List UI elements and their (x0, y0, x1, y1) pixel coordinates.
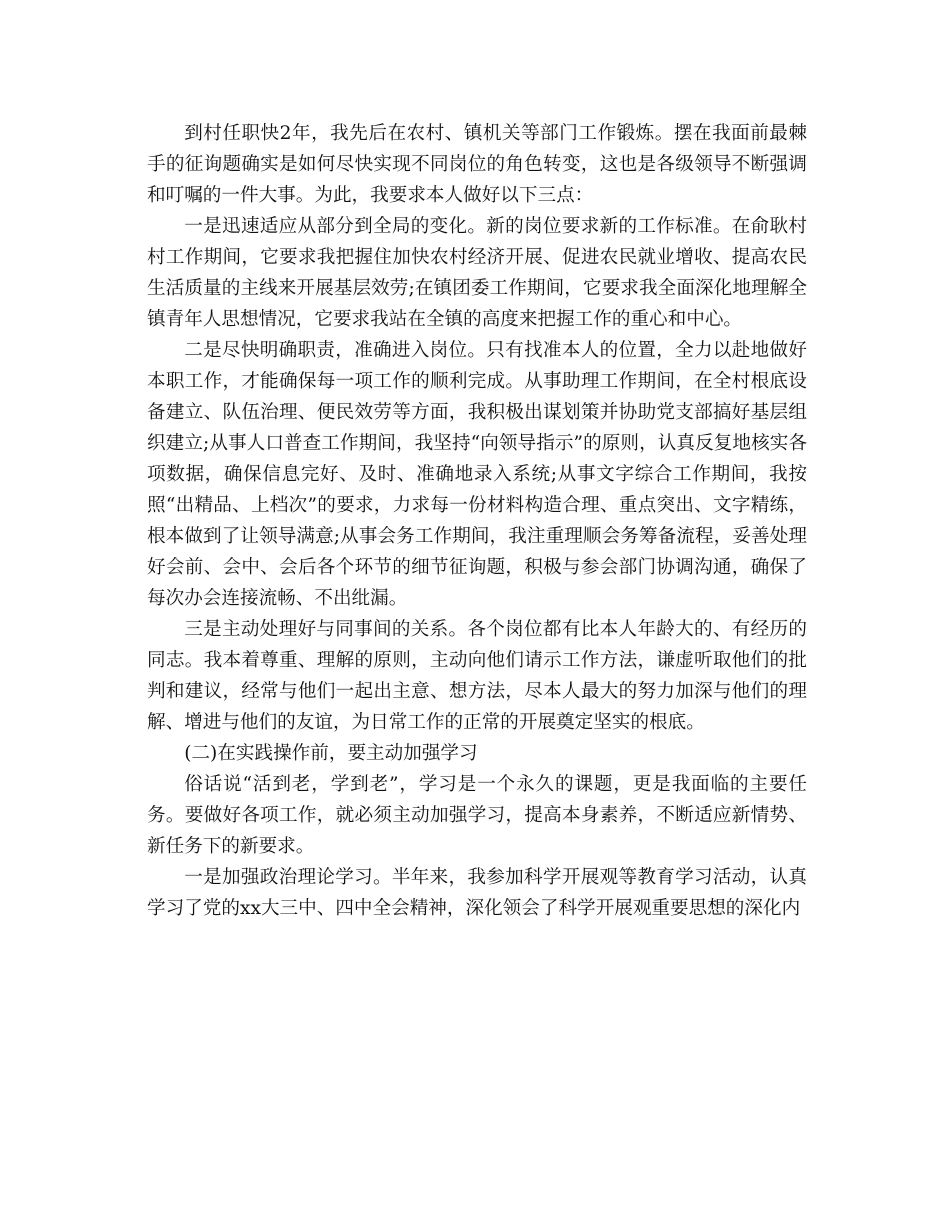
paragraph-point-two: 二是尽快明确职责，准确进入岗位。只有找准本人的位置，全力以赴地做好本职工作，才能确保每一项工作的顺利完成。从事助理工作期间，在全村根底设备建立、队伍治理、便民效劳等方面，我积极出谋划策并协助党支部搞好基层组织建立;从事人口普查工作期间，我坚持“向领导指示”的原则，认真反复地核实各项数据，确保信息完好、及时、准确地录入系统;从事文字综合工作期间，我按照“出精品、上档次”的要求，力求每一份材料构造合理、重点突出、文字精练，根本做到了让领导满意;从事会务工作期间，我注重理顺会务筹备流程，妥善处理好会前、会中、会后各个环节的细节征询题，积极与参会部门协调沟通，确保了每次办会连接流畅、不出纰漏。 (147, 340, 807, 609)
paragraph-role-transition: 到村任职快2年，我先后在农村、镇机关等部门工作锻炼。摆在我面前最棘手的征询题确实是如何尽快实现不同岗位的角色转变，这也是各级领导不断强调和叮嘱的一件大事。为此，我要求本人做好以下三点： (147, 123, 807, 206)
paragraph-study-intro: 俗话说“活到老，学到老”，学习是一个永久的课题，更是我面临的主要任务。要做好各项工作，就必须主动加强学习，提高本身素养，不断适应新情势、新任务下的新要求。 (147, 774, 807, 857)
paragraph-political-theory: 一是加强政治理论学习。半年来，我参加科学开展观等教育学习活动，认真学习了党的xx大三中、四中全会精神，深化领会了科学开展观重要思想的深化内 (147, 867, 807, 919)
paragraph-point-one: 一是迅速适应从部分到全局的变化。新的岗位要求新的工作标准。在俞耿村村工作期间，它要求我把握住加快农村经济开展、促进农民就业增收、提高农民生活质量的主线来开展基层效劳;在镇团委工作期间，它要求我全面深化地理解全镇青年人思想情况，它要求我站在全镇的高度来把握工作的重心和中心。 (147, 216, 807, 330)
paragraph-point-three: 三是主动处理好与同事间的关系。各个岗位都有比本人年龄大的、有经历的同志。我本着尊重、理解的原则，主动向他们请示工作方法，谦虚听取他们的批判和建议，经常与他们一起出主意、想方法，尽本人最大的努力加深与他们的理解、增进与他们的友谊，为日常工作的正常的开展奠定坚实的根底。 (147, 619, 807, 733)
document-body (147, 118, 807, 924)
section-heading-study: (二)在实践操作前，要主动加强学习 (184, 743, 478, 764)
